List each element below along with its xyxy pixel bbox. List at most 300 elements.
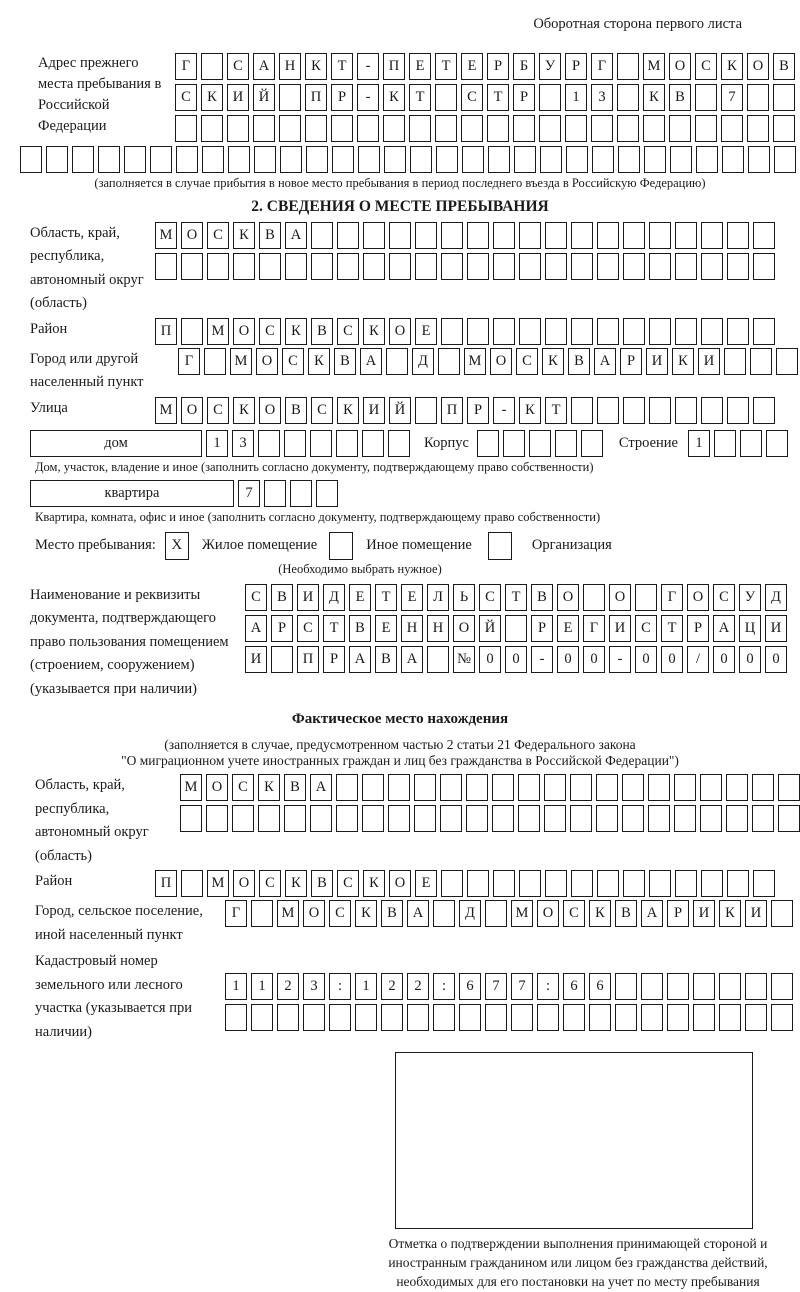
char-box [571,253,593,280]
char-box [477,430,499,457]
char-box: Р [323,646,345,673]
char-box: О [389,870,411,897]
char-box: 0 [713,646,735,673]
char-box: И [297,584,319,611]
char-box [181,253,203,280]
char-box [675,318,697,345]
char-box: К [363,870,385,897]
char-box [675,222,697,249]
char-box [753,870,775,897]
char-box: Р [331,84,353,111]
char-box [644,146,666,173]
char-box [635,584,657,611]
char-box [384,146,406,173]
char-box [596,774,618,801]
korpus-boxes [477,430,603,457]
char-box [753,397,775,424]
char-box [258,430,280,457]
char-box [597,870,619,897]
char-box [773,115,795,142]
char-box [700,805,722,832]
char-box: - [357,84,379,111]
char-box [667,973,689,1000]
char-box [773,84,795,111]
char-box [670,146,692,173]
char-box: 6 [563,973,585,1000]
actual-region-boxes [180,774,800,832]
char-box: В [311,870,333,897]
char-box: П [297,646,319,673]
char-box: О [233,870,255,897]
char-box [435,115,457,142]
char-box [700,774,722,801]
region-row-2 [155,253,775,280]
char-box: А [310,774,332,801]
char-box [440,774,462,801]
char-box [332,146,354,173]
char-box [493,870,515,897]
char-box [337,253,359,280]
ownership-doc-row-1 [245,584,787,611]
char-box: Ц [739,615,761,642]
char-box [311,253,333,280]
char-box [778,805,800,832]
char-box [589,1004,611,1031]
char-box: И [698,348,720,375]
char-box [441,253,463,280]
char-box: 6 [589,973,611,1000]
char-box [98,146,120,173]
char-box [389,222,411,249]
char-box: Г [661,584,683,611]
city-field [30,348,800,395]
char-box [336,430,358,457]
char-box [388,430,410,457]
char-box [415,253,437,280]
char-box [124,146,146,173]
char-box: М [155,222,177,249]
char-box [505,615,527,642]
char-box [641,1004,663,1031]
street-row [155,397,775,424]
char-box: Т [323,615,345,642]
char-box: К [383,84,405,111]
char-box [441,318,463,345]
char-box [225,1004,247,1031]
char-box [649,397,671,424]
char-box [745,1004,767,1031]
char-box [596,805,618,832]
char-box: Т [487,84,509,111]
char-box [433,900,455,927]
char-box: Т [375,584,397,611]
char-box [251,1004,273,1031]
char-box [752,805,774,832]
char-box [467,870,489,897]
char-box: А [253,53,275,80]
char-box: М [464,348,486,375]
char-box [201,53,223,80]
char-box [388,805,410,832]
char-box [264,480,286,507]
option-residential-label: Жилое помещение [201,537,318,554]
char-box [701,222,723,249]
char-box: К [589,900,611,927]
char-box [316,480,338,507]
char-box [336,805,358,832]
char-box: С [311,397,333,424]
char-box: В [334,348,356,375]
char-box: О [747,53,769,80]
char-box [466,774,488,801]
house-field [30,430,800,457]
char-box [571,870,593,897]
char-box: В [349,615,371,642]
char-box [592,146,614,173]
city-label: Город или другой населенный пункт [30,350,144,391]
char-box: В [259,222,281,249]
char-box: Р [687,615,709,642]
char-box [206,805,228,832]
apartment-number-boxes [238,480,338,507]
char-box: Р [667,900,689,927]
char-box: С [479,584,501,611]
char-box [539,84,561,111]
stroenie-boxes [688,430,788,457]
char-box [583,584,605,611]
char-box [696,146,718,173]
char-box: О [687,584,709,611]
char-box: К [337,397,359,424]
char-box [649,318,671,345]
char-box: В [271,584,293,611]
cadastre-row-1 [225,973,793,1000]
char-box: Н [279,53,301,80]
char-box: М [207,318,229,345]
char-box: К [201,84,223,111]
char-box [362,430,384,457]
char-box: И [693,900,715,927]
char-box [306,146,328,173]
char-box: Р [565,53,587,80]
char-box [727,253,749,280]
char-box [544,774,566,801]
char-box [284,430,306,457]
char-box: С [207,222,229,249]
char-box [467,222,489,249]
char-box: Д [459,900,481,927]
char-box [493,222,515,249]
stamp-area [395,1052,753,1229]
char-box [727,318,749,345]
char-box [414,805,436,832]
char-box: 3 [591,84,613,111]
char-box [669,115,691,142]
char-box [571,222,593,249]
char-box [467,318,489,345]
char-box [701,253,723,280]
char-box: О [490,348,512,375]
char-box: О [557,584,579,611]
char-box: - [493,397,515,424]
char-box [410,146,432,173]
char-box [279,115,301,142]
char-box: 7 [511,973,533,1000]
char-box [724,348,746,375]
char-box: 6 [459,973,481,1000]
char-box [485,900,507,927]
char-box [570,805,592,832]
char-box [623,222,645,249]
char-box [493,253,515,280]
char-box [228,146,250,173]
char-box: Р [513,84,535,111]
ownership-doc-row-3 [245,646,787,673]
region-field [30,222,800,316]
char-box [357,115,379,142]
char-box [503,430,525,457]
char-box [649,870,671,897]
char-box [232,805,254,832]
char-box: С [245,584,267,611]
char-box [518,805,540,832]
char-box [615,1004,637,1031]
char-box [771,900,793,927]
char-box [726,774,748,801]
char-box: Г [591,53,613,80]
char-box [695,84,717,111]
char-box [544,805,566,832]
cadastre-boxes [225,973,793,1031]
stroenie-label: Строение [618,434,678,451]
char-box: 0 [661,646,683,673]
char-box: 7 [238,480,260,507]
char-box [227,115,249,142]
char-box [675,870,697,897]
char-box: Н [401,615,423,642]
char-box [753,318,775,345]
char-box [622,805,644,832]
char-box: О [453,615,475,642]
char-box [337,222,359,249]
char-box: / [687,646,709,673]
char-box [618,146,640,173]
stay-type-label: Место пребывания: [35,537,156,554]
char-box: С [713,584,735,611]
char-box: М [207,870,229,897]
char-box [207,253,229,280]
char-box: П [155,318,177,345]
char-box [459,1004,481,1031]
char-box [570,774,592,801]
char-box: 1 [225,973,247,1000]
char-box [693,973,715,1000]
char-box: А [285,222,307,249]
char-box: Й [479,615,501,642]
street-label: Улица [30,399,68,416]
char-box: А [407,900,429,927]
char-box: К [285,318,307,345]
char-box [388,774,410,801]
char-box [407,1004,429,1031]
char-box: Р [487,53,509,80]
char-box [519,870,541,897]
char-box [571,397,593,424]
char-box: 2 [381,973,403,1000]
char-box [467,253,489,280]
char-box: 7 [485,973,507,1000]
char-box [701,870,723,897]
prev-address-row-1 [175,53,795,80]
ownership-doc-boxes [245,584,787,673]
char-box [617,115,639,142]
char-box: 2 [277,973,299,1000]
char-box: Д [765,584,787,611]
char-box: - [609,646,631,673]
actual-region-row-1 [180,774,800,801]
char-box: П [305,84,327,111]
char-box [675,253,697,280]
char-box [438,348,460,375]
house-number-boxes [206,430,410,457]
prev-address-note: (заполняется в случае прибытия в новое место пребывания в период последнего въезда в Российскую Федерацию) [94,176,706,190]
char-box [727,222,749,249]
char-box: У [739,584,761,611]
prev-address-row-4 [20,146,800,173]
char-box: - [357,53,379,80]
stay-type-note: (Необходимо выбрать нужное) [278,561,442,576]
char-box: Е [415,318,437,345]
char-box: 3 [303,973,325,1000]
char-box [201,115,223,142]
char-box [329,1004,351,1031]
char-box: Т [661,615,683,642]
char-box: А [245,615,267,642]
char-box [310,805,332,832]
char-box [383,115,405,142]
char-box [648,774,670,801]
region-row-1 [155,222,775,249]
char-box [721,115,743,142]
char-box [545,318,567,345]
char-box [433,1004,455,1031]
char-box [615,973,637,1000]
checkbox-other-premises [329,532,353,560]
char-box: С [337,318,359,345]
char-box: Й [253,84,275,111]
district-field [30,318,800,345]
char-box [745,973,767,1000]
char-box [617,84,639,111]
char-box [519,318,541,345]
char-box [284,805,306,832]
char-box [511,1004,533,1031]
char-box [623,318,645,345]
char-box: : [433,973,455,1000]
char-box: Т [545,397,567,424]
char-box: Е [401,584,423,611]
cadastre-field [35,950,800,1044]
char-box [545,222,567,249]
char-box: Е [375,615,397,642]
char-box [492,805,514,832]
char-box [336,774,358,801]
char-box [513,115,535,142]
char-box [674,805,696,832]
char-box: В [381,900,403,927]
char-box: № [453,646,475,673]
char-box [565,115,587,142]
char-box: К [672,348,694,375]
char-box [622,774,644,801]
char-box [271,646,293,673]
char-box [462,146,484,173]
char-box: С [337,870,359,897]
char-box [381,1004,403,1031]
char-box [150,146,172,173]
char-box: 2 [407,973,429,1000]
actual-region-row-2 [180,805,800,832]
prev-address-block [38,53,800,142]
char-box: С [563,900,585,927]
char-box [753,253,775,280]
char-box [643,115,665,142]
char-box: П [441,397,463,424]
char-box: Л [427,584,449,611]
char-box: Е [349,584,371,611]
char-box [389,253,411,280]
char-box: И [245,646,267,673]
char-box: М [180,774,202,801]
char-box: К [305,53,327,80]
char-box [461,115,483,142]
char-box: К [233,397,255,424]
char-box: Ь [453,584,475,611]
char-box: М [277,900,299,927]
char-box [747,84,769,111]
char-box [253,115,275,142]
char-box: А [641,900,663,927]
char-box: К [721,53,743,80]
char-box [566,146,588,173]
char-box [363,253,385,280]
char-box [492,774,514,801]
char-box [355,1004,377,1031]
char-box: А [713,615,735,642]
char-box [581,430,603,457]
char-box [258,805,280,832]
char-box [539,115,561,142]
apartment-field [30,480,800,507]
char-box: К [363,318,385,345]
option-other-premises-label: Иное помещение [366,537,472,554]
char-box: О [609,584,631,611]
city-row [178,348,798,375]
char-box [776,348,798,375]
char-box [752,774,774,801]
char-box: А [349,646,371,673]
char-box [493,318,515,345]
char-box: - [531,646,553,673]
char-box: : [329,973,351,1000]
char-box [254,146,276,173]
actual-region-field [35,774,800,868]
char-box [202,146,224,173]
char-box [771,973,793,1000]
char-box [719,973,741,1000]
char-box [279,84,301,111]
char-box: 7 [721,84,743,111]
